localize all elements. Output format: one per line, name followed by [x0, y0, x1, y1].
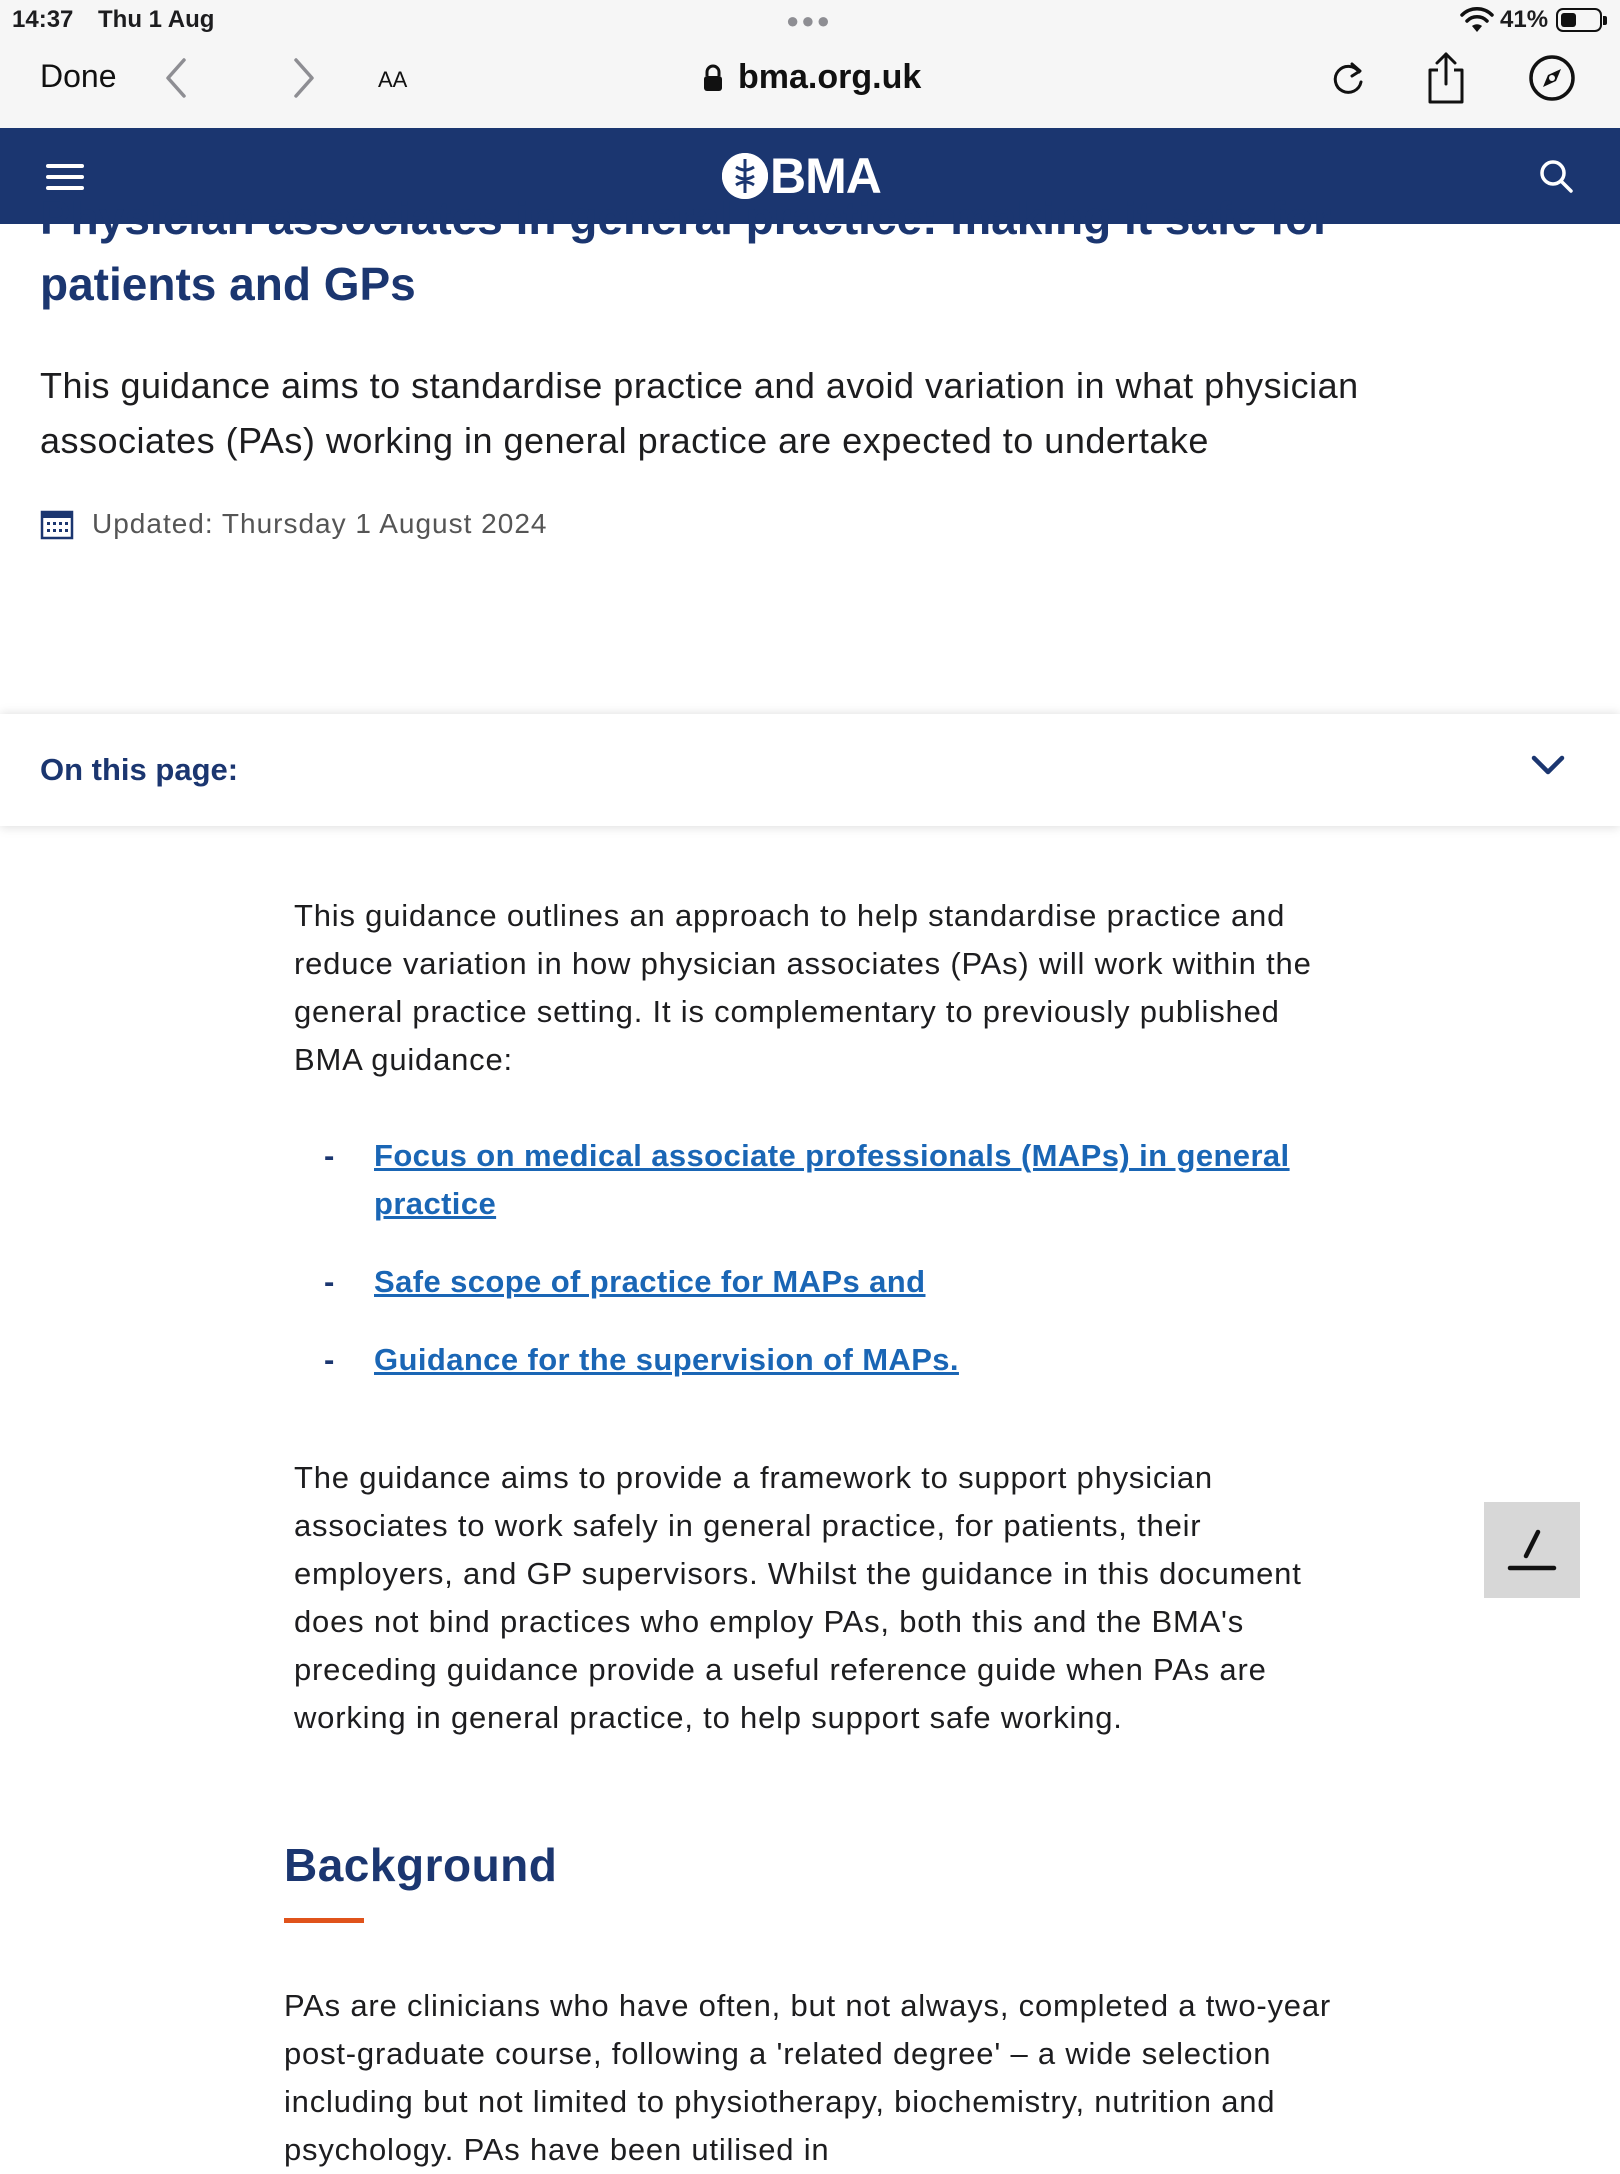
status-time: 14:37 [12, 6, 74, 33]
page-title-line-1: Physician associates in general practice: making it safe for [40, 192, 1332, 244]
bma-logo-text: BMA [770, 148, 881, 204]
back-icon[interactable] [160, 52, 192, 104]
list-item: - Focus on medical associate professionals (MAPs) in general practice [324, 1138, 1290, 1221]
battery-icon [1556, 8, 1602, 32]
on-this-page-toggle[interactable] [0, 714, 1620, 826]
list-item: - Guidance for the supervision of MAPs. [324, 1342, 959, 1377]
link-safe-scope[interactable]: Safe scope of practice for MAPs and [374, 1264, 926, 1299]
text-size-button[interactable] [378, 58, 407, 95]
forward-icon[interactable] [288, 52, 320, 104]
address-bar[interactable]: bma.org.uk [738, 58, 922, 96]
status-bar [0, 0, 1620, 40]
intro-paragraph: This guidance outlines an approach to help standardise practice and reduce variation in how physician associates (PAs) will work within the general practice setting. It is complementary to previously published BMA guidance: [294, 898, 1312, 1077]
wifi-icon [1460, 6, 1494, 34]
heading-underline [284, 1918, 364, 1923]
feedback-button[interactable] [1484, 1502, 1580, 1598]
updated-date [40, 508, 547, 540]
guidance-links-list [324, 1132, 1364, 1414]
search-icon[interactable] [1538, 158, 1574, 194]
compass-icon[interactable] [1528, 54, 1576, 102]
chevron-down-icon[interactable] [1530, 752, 1566, 778]
battery-fill [1561, 13, 1576, 27]
text-size-label: AA [378, 67, 408, 92]
link-supervision[interactable]: Guidance for the supervision of MAPs. [374, 1342, 959, 1377]
multitasking-dots-icon[interactable]: ●●● [786, 8, 832, 33]
status-date: Thu 1 Aug [98, 6, 215, 33]
list-item: - Safe scope of practice for MAPs and [324, 1264, 926, 1299]
page-title-line-2: patients and GPs [40, 258, 416, 310]
done-button[interactable]: Done [40, 58, 117, 94]
on-this-page-label: On this page: [40, 752, 239, 787]
calendar-icon [40, 508, 74, 540]
pen-icon [1506, 1524, 1558, 1576]
share-icon[interactable] [1424, 50, 1468, 106]
lock-icon [702, 64, 724, 92]
updated-date-text: Updated: Thursday 1 August 2024 [92, 508, 548, 539]
battery-percent: 41% [1500, 6, 1549, 33]
link-maps-general-practice[interactable]: Focus on medical associate professionals (MAPs) in general practice [374, 1138, 1290, 1221]
background-paragraph: PAs are clinicians who have often, but not always, completed a two-year post-graduate course, following a 'related degree' – a wide selection including but not limited to physiotherapy, biochemistry, nutrition and psychology. PAs have been utilised in [284, 1988, 1332, 2167]
framework-paragraph: The guidance aims to provide a framework to support physician associates to work safely in general practice, for patients, their employers, and GP supervisors. Whilst the guidance in this document does not bind practices who employ PAs, both this and the BMA's preceding guidance provide a useful reference guide when PAs are working in general practice, to help support safe working. [294, 1460, 1302, 1735]
standfirst: This guidance aims to standardise practice and avoid variation in what physician associates (PAs) working in general practice are expected to undertake [40, 365, 1359, 461]
reload-icon[interactable] [1328, 56, 1368, 100]
browser-toolbar [0, 40, 1620, 129]
section-heading-background: Background [284, 1839, 558, 1891]
